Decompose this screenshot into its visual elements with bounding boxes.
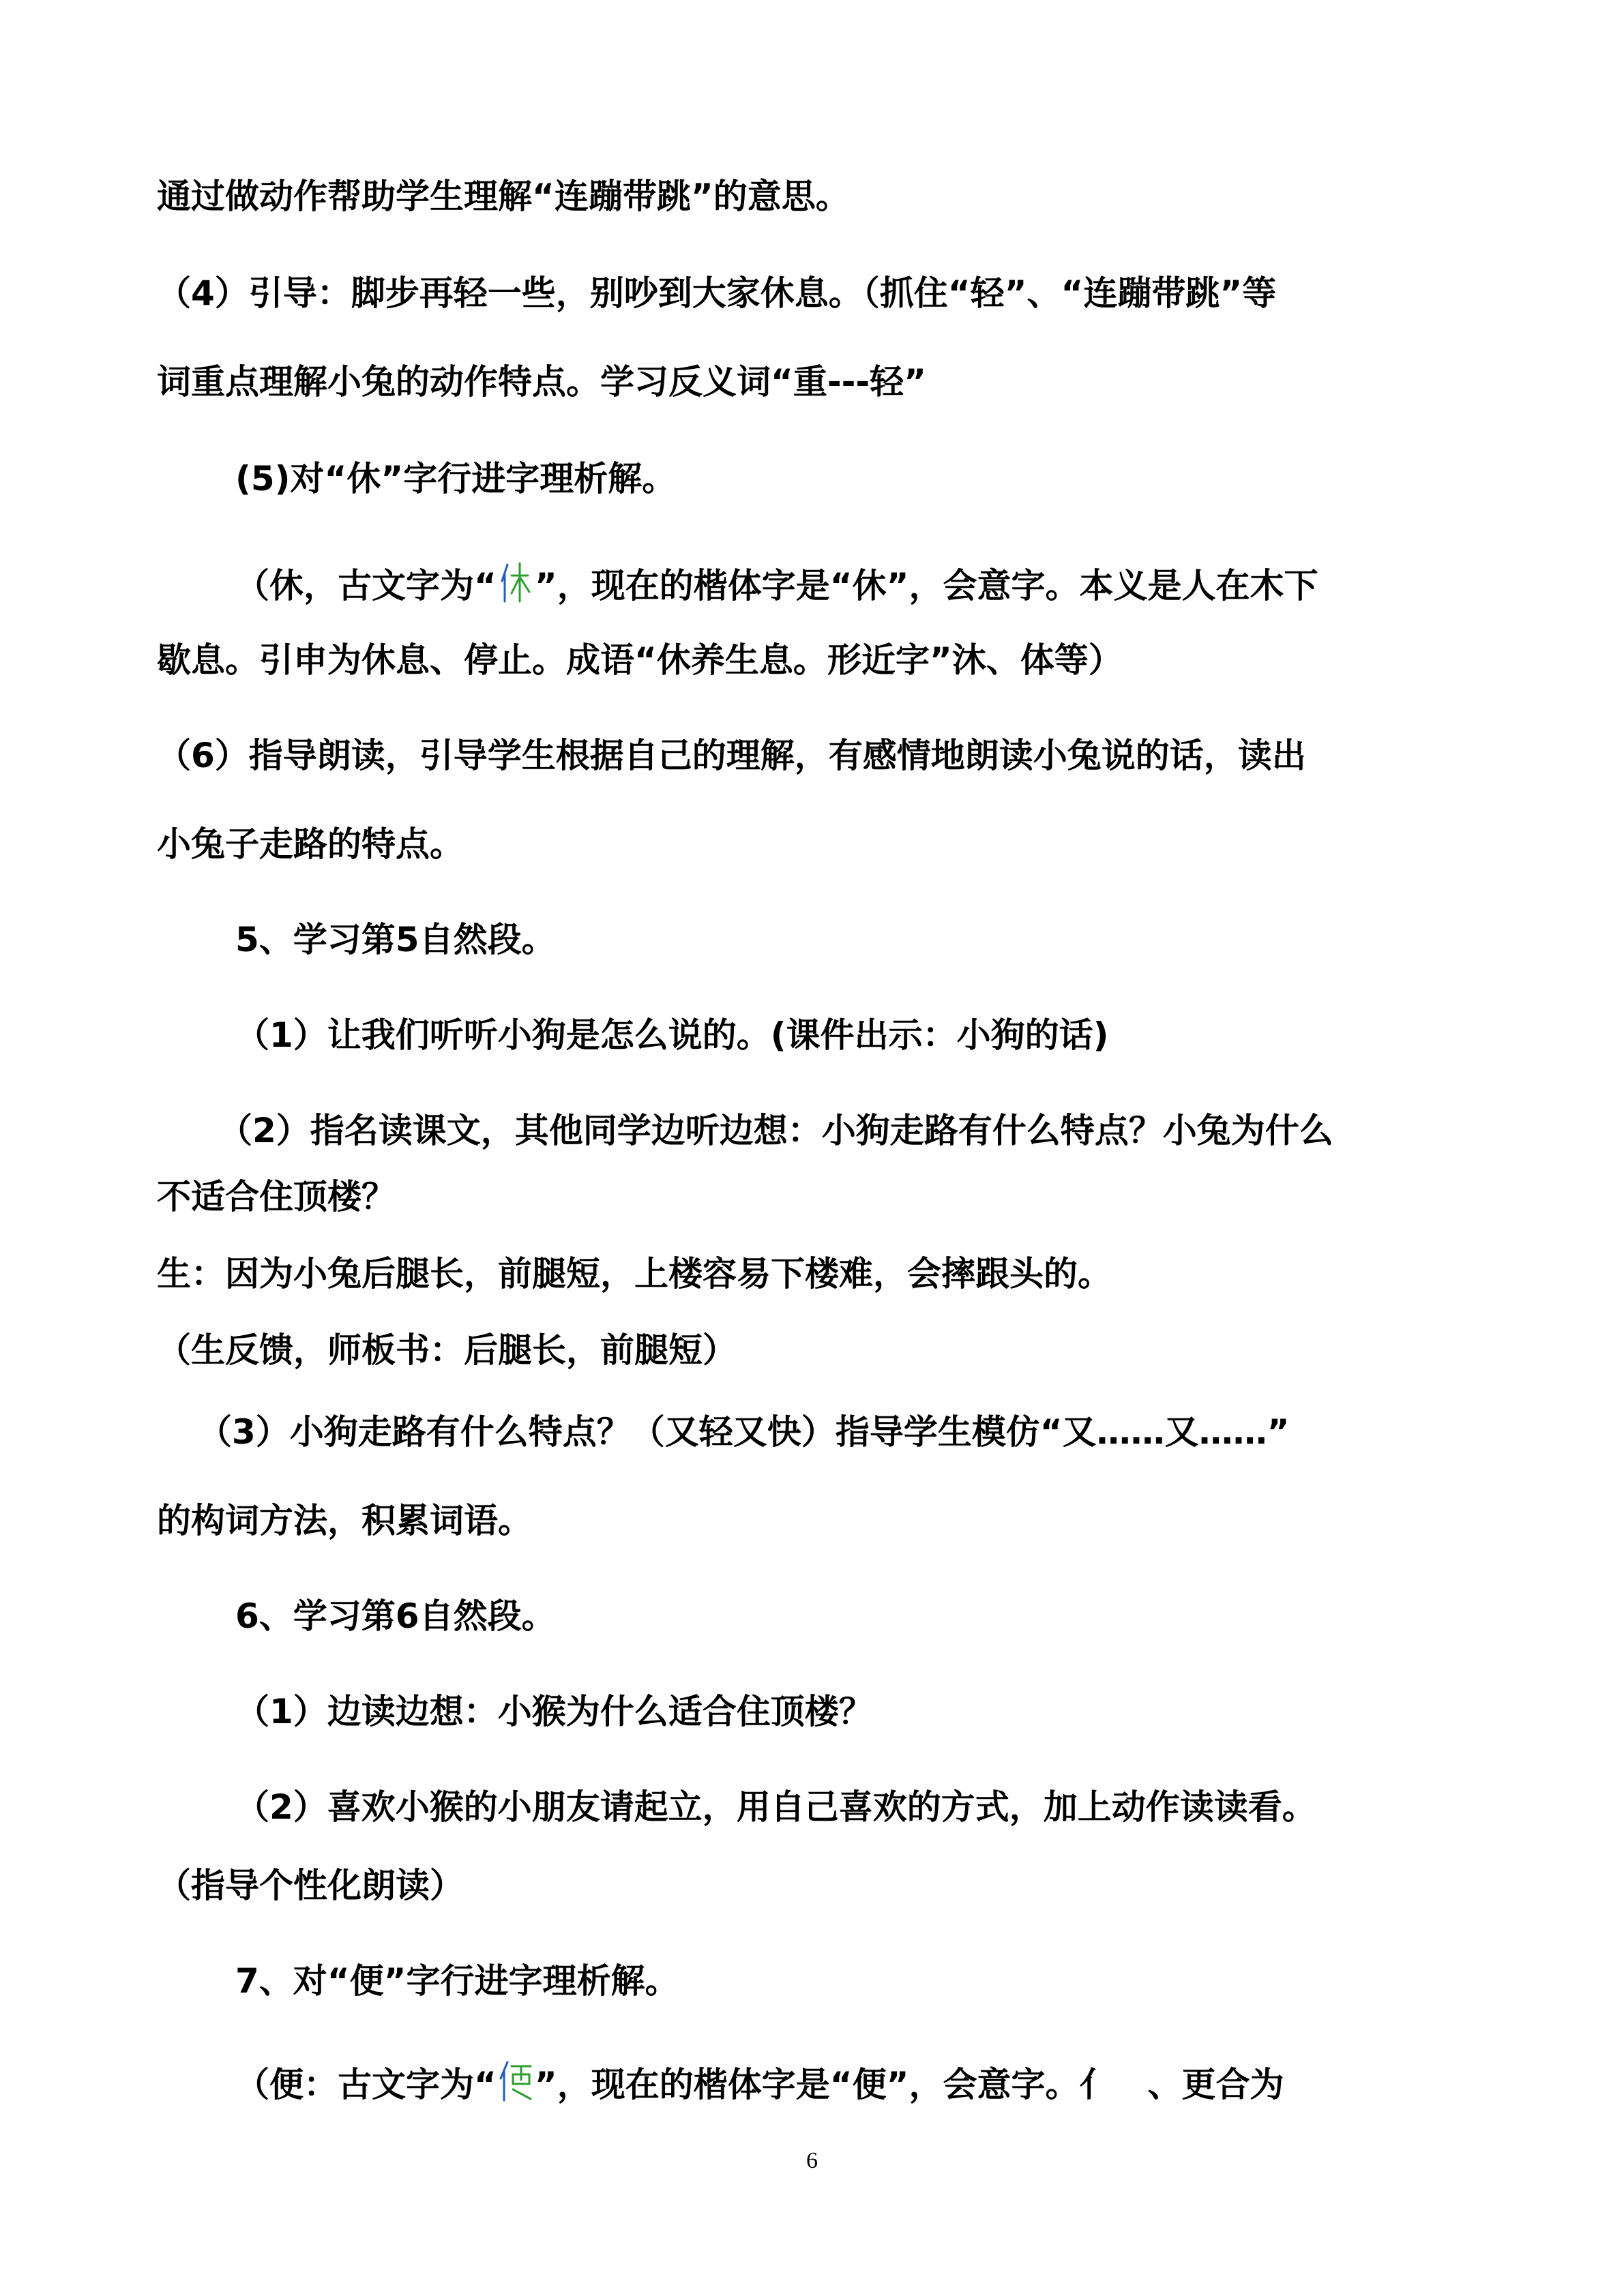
text-line: 词重点理解小兔的动作特点。学习反义词“重---轻” xyxy=(157,362,926,402)
text-line-with-glyph xyxy=(235,2059,1284,2112)
text-line: （生反馈，师板书：后腿长，前腿短） xyxy=(157,1330,737,1370)
text-segment: ”，现在的楷体字是“便”，会意字。亻 、更合为 xyxy=(534,2065,1284,2104)
text-line-with-glyph xyxy=(235,561,1318,613)
text-line: （3）小狗走路有什么特点？（又轻又快）指导学生模仿“又……又……” xyxy=(198,1412,1290,1452)
text-line: 生：因为小兔后腿长，前腿短，上楼容易下楼难，会摔跟头的。 xyxy=(157,1254,1112,1294)
text-line: （6）指导朗读，引导学生根据自己的理解，有感情地朗读小兔说的话，读出 xyxy=(157,736,1306,775)
text-line: 6、学习第6自然段。 xyxy=(235,1596,556,1636)
text-segment: ”，现在的楷体字是“休”，会意字。本义是人在木下 xyxy=(534,566,1318,606)
text-segment: （休，古文字为“ xyxy=(235,566,497,606)
text-line: 5、学习第5自然段。 xyxy=(235,920,556,959)
page-number: 6 xyxy=(806,2148,818,2173)
text-line: 小兔子走路的特点。 xyxy=(157,824,464,864)
text-line: （4）引导：脚步再轻一些，别吵到大家休息。（抓住“轻”、“连蹦带跳”等 xyxy=(157,273,1277,313)
text-line: (5)对“休”字行进字理析解。 xyxy=(235,459,677,498)
text-line: 的构词方法，积累词语。 xyxy=(157,1501,532,1540)
ancient-xiu-glyph-icon xyxy=(497,561,535,613)
text-line: 歇息。引申为休息、停止。成语“休养生息。形近字”沐、体等） xyxy=(157,640,1123,680)
text-line: （1）边读边想：小猴为什么适合住顶楼？ xyxy=(235,1692,873,1731)
text-line: （1）让我们听听小狗是怎么说的。(课件出示：小狗的话) xyxy=(235,1015,1109,1055)
text-line: （2）指名读课文，其他同学边听边想：小狗走路有什么特点？小兔为什么 xyxy=(218,1111,1333,1150)
text-segment: （便：古文字为“ xyxy=(235,2065,497,2104)
text-line: 7、对“便”字行进字理析解。 xyxy=(235,1961,679,2001)
ancient-bian-glyph-icon xyxy=(497,2059,535,2112)
text-line: （2）喜欢小猴的小朋友请起立，用自己喜欢的方式，加上动作读读看。 xyxy=(235,1787,1316,1827)
text-line: 通过做动作帮助学生理解“连蹦带跳”的意思。 xyxy=(157,177,850,216)
text-line: 不适合住顶楼？ xyxy=(157,1177,396,1217)
text-line: （指导个性化朗读） xyxy=(157,1866,464,1905)
